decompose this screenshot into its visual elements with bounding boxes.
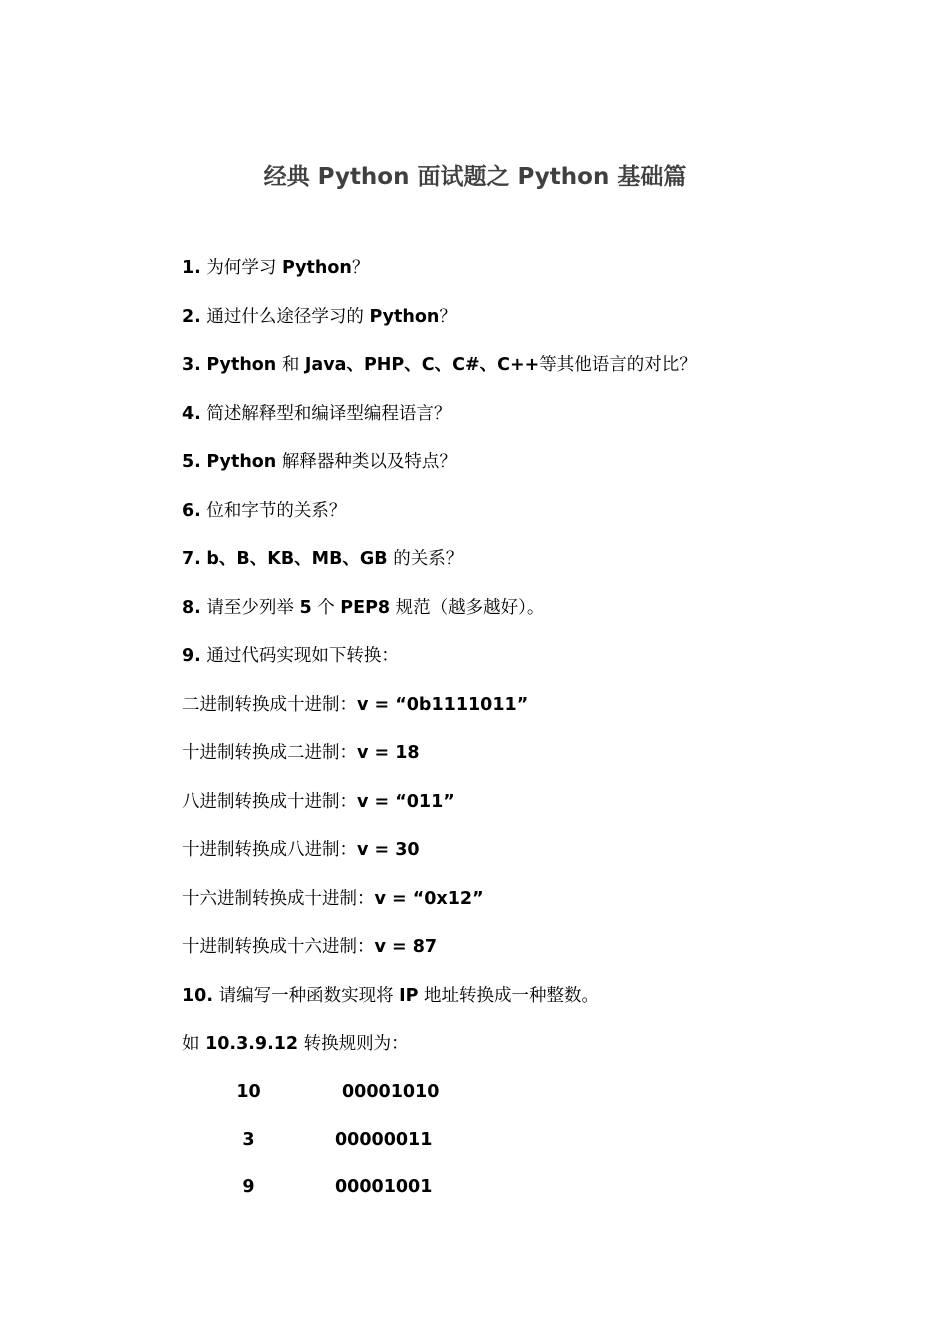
table-row: [182, 1078, 582, 1126]
conversion-line: 十进制转换成八进制：v = 30: [182, 840, 420, 860]
table-row: [182, 1126, 582, 1174]
conversion-line: 八进制转换成十进制：v = “011”: [182, 791, 455, 812]
question-list: [182, 254, 922, 1079]
ip-conversion-table: [182, 1078, 582, 1221]
table-row: [182, 1173, 582, 1221]
question-line: 1. 为何学习 Python？: [182, 258, 370, 278]
question-line: 2. 通过什么途径学习的 Python？: [182, 306, 457, 327]
decimal-cell: 10: [236, 1082, 261, 1102]
question-line: 7. b、B、KB、MB、GB 的关系？: [182, 549, 464, 569]
question-line: 9. 通过代码实现如下转换：: [182, 646, 399, 666]
binary-cell: 00000011: [335, 1129, 433, 1150]
conversion-line: 十六进制转换成十进制：v = “0x12”: [182, 888, 484, 909]
question-line: 10. 请编写一种函数实现将 IP 地址转换成一种整数。: [182, 985, 600, 1006]
decimal-cell: 3: [242, 1129, 255, 1150]
conversion-line: 十进制转换成十六进制：v = 87: [182, 937, 438, 957]
question-line: 5. Python 解释器种类以及特点？: [182, 452, 457, 472]
decimal-cell: 9: [242, 1177, 255, 1197]
question-line: 8. 请至少列举 5 个 PEP8 规范（越多越好）。: [182, 597, 545, 618]
example-line: 如 10.3.9.12 转换规则为：: [182, 1034, 409, 1054]
question-line: 6. 位和字节的关系？: [182, 500, 347, 521]
binary-cell: 00001001: [335, 1177, 433, 1197]
question-line: 3. Python 和 Java、PHP、C、C#、C++等其他语言的对比？: [182, 355, 697, 375]
binary-cell: 00001010: [342, 1082, 440, 1102]
document-title: 经典 Python 面试题之 Python 基础篇: [263, 164, 687, 190]
conversion-line: 二进制转换成十进制：v = “0b1111011”: [182, 694, 529, 715]
question-line: 4. 简述解释型和编译型编程语言？: [182, 403, 452, 424]
conversion-line: 十进制转换成二进制：v = 18: [182, 743, 420, 763]
